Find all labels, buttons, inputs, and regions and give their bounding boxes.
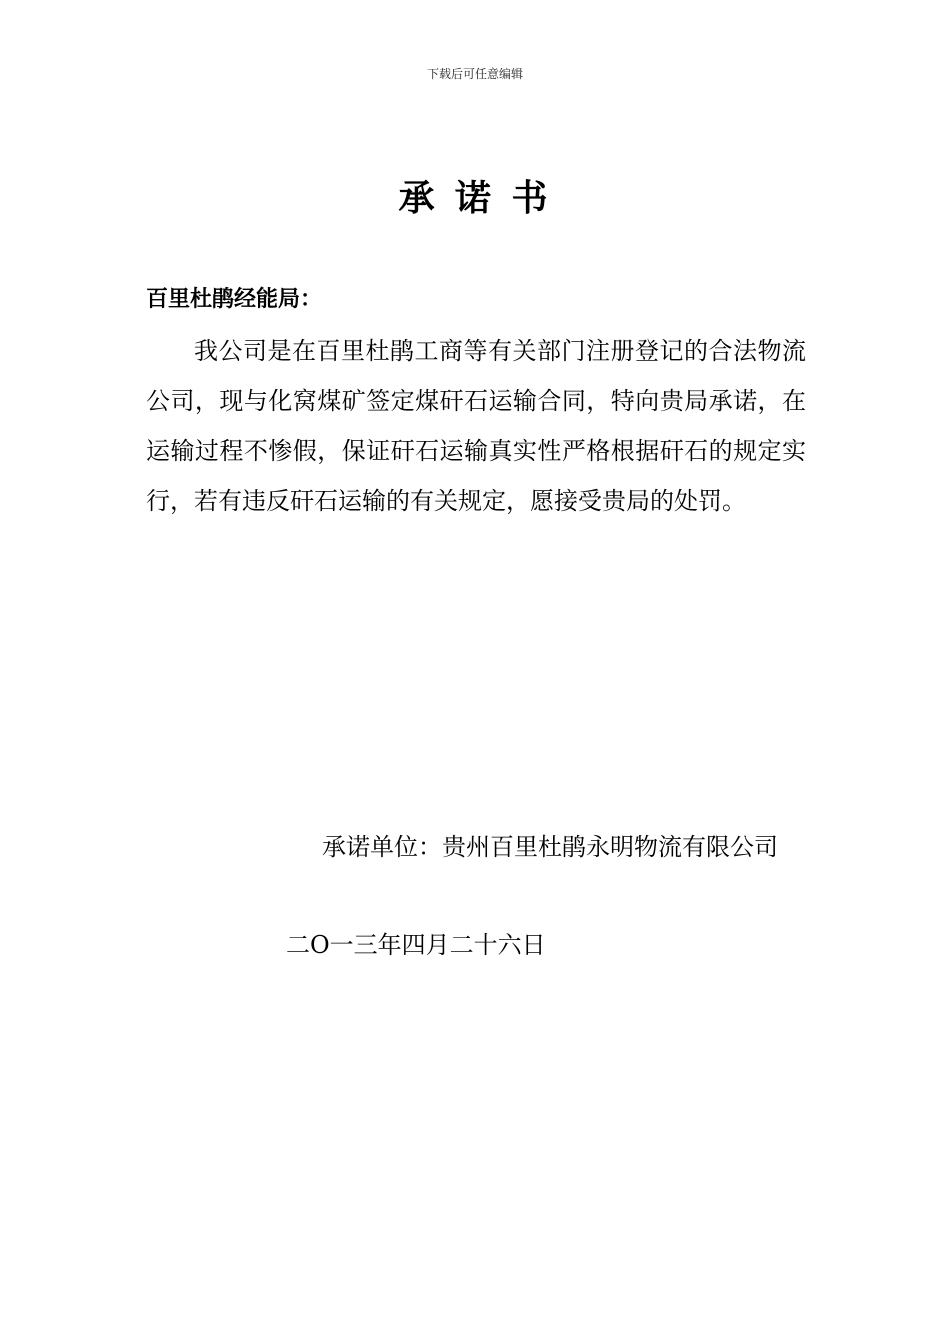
body-paragraph: 我公司是在百里杜鹃工商等有关部门注册登记的合法物流公司，现与化窝煤矿签定煤矸石运输合同，特向贵局承诺，在运输过程不惨假，保证矸石运输真实性严格根据矸石的规定实行，若有违反矸石运输的有关规定，愿接受贵局的处罚。 <box>146 337 806 515</box>
header-note: 下载后可任意编辑 <box>426 67 523 81</box>
addressee: 百里杜鹃经能局： <box>146 287 323 312</box>
signature-line: 承诺单位：贵州百里杜鹃永明物流有限公司 <box>322 833 778 861</box>
document-title: 承 诺 书 <box>398 178 552 219</box>
date-line: 二O一三年四月二十六日 <box>286 931 546 959</box>
